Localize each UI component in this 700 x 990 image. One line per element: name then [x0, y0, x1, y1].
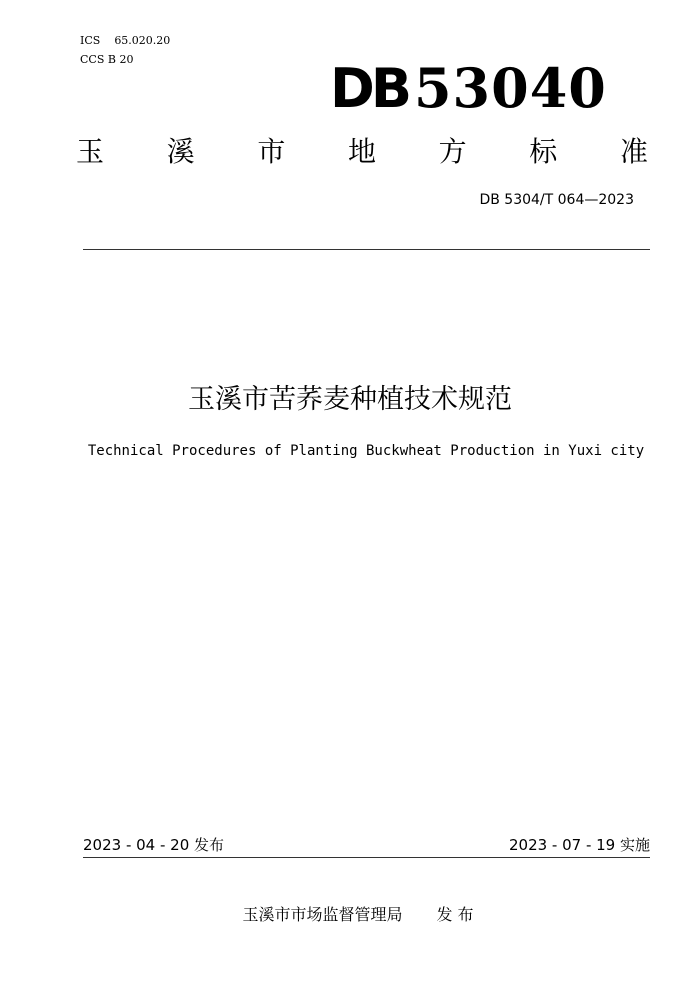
standard-type-heading — [76, 134, 648, 170]
db-logo-number: 53040 — [413, 56, 607, 120]
issuer-action: 发 布 — [436, 905, 474, 924]
ics-label: ICS — [80, 34, 101, 47]
heading-char: 市 — [257, 135, 286, 168]
heading-char: 标 — [529, 135, 558, 168]
ccs-code: B 20 — [107, 53, 134, 66]
ccs-line — [80, 53, 133, 67]
top-divider — [83, 249, 650, 250]
standard-number: DB 5304/T 064—2023 — [479, 192, 634, 208]
bottom-divider — [83, 857, 650, 858]
heading-char: 地 — [347, 135, 376, 168]
document-title-en: Technical Procedures of Planting Buckwheat Production in Yuxi city — [87, 443, 645, 459]
ics-code: 65.020.20 — [114, 34, 171, 47]
publish-date: 2023 - 04 - 20 发布 — [83, 836, 225, 854]
ccs-label: CCS — [80, 53, 105, 66]
heading-char: 准 — [619, 135, 648, 168]
heading-char: 溪 — [166, 135, 195, 168]
ics-line — [80, 34, 170, 48]
document-title-cn: 玉溪市苦荞麦种植技术规范 — [188, 384, 512, 415]
issuer-name: 玉溪市市场监督管理局 — [242, 905, 403, 924]
heading-char: 方 — [438, 135, 467, 168]
db-logo — [330, 58, 607, 119]
issuer-line — [0, 904, 700, 926]
db-logo-prefix: DB — [330, 57, 408, 120]
heading-char: 玉 — [76, 135, 105, 168]
implement-date: 2023 - 07 - 19 实施 — [508, 836, 650, 854]
